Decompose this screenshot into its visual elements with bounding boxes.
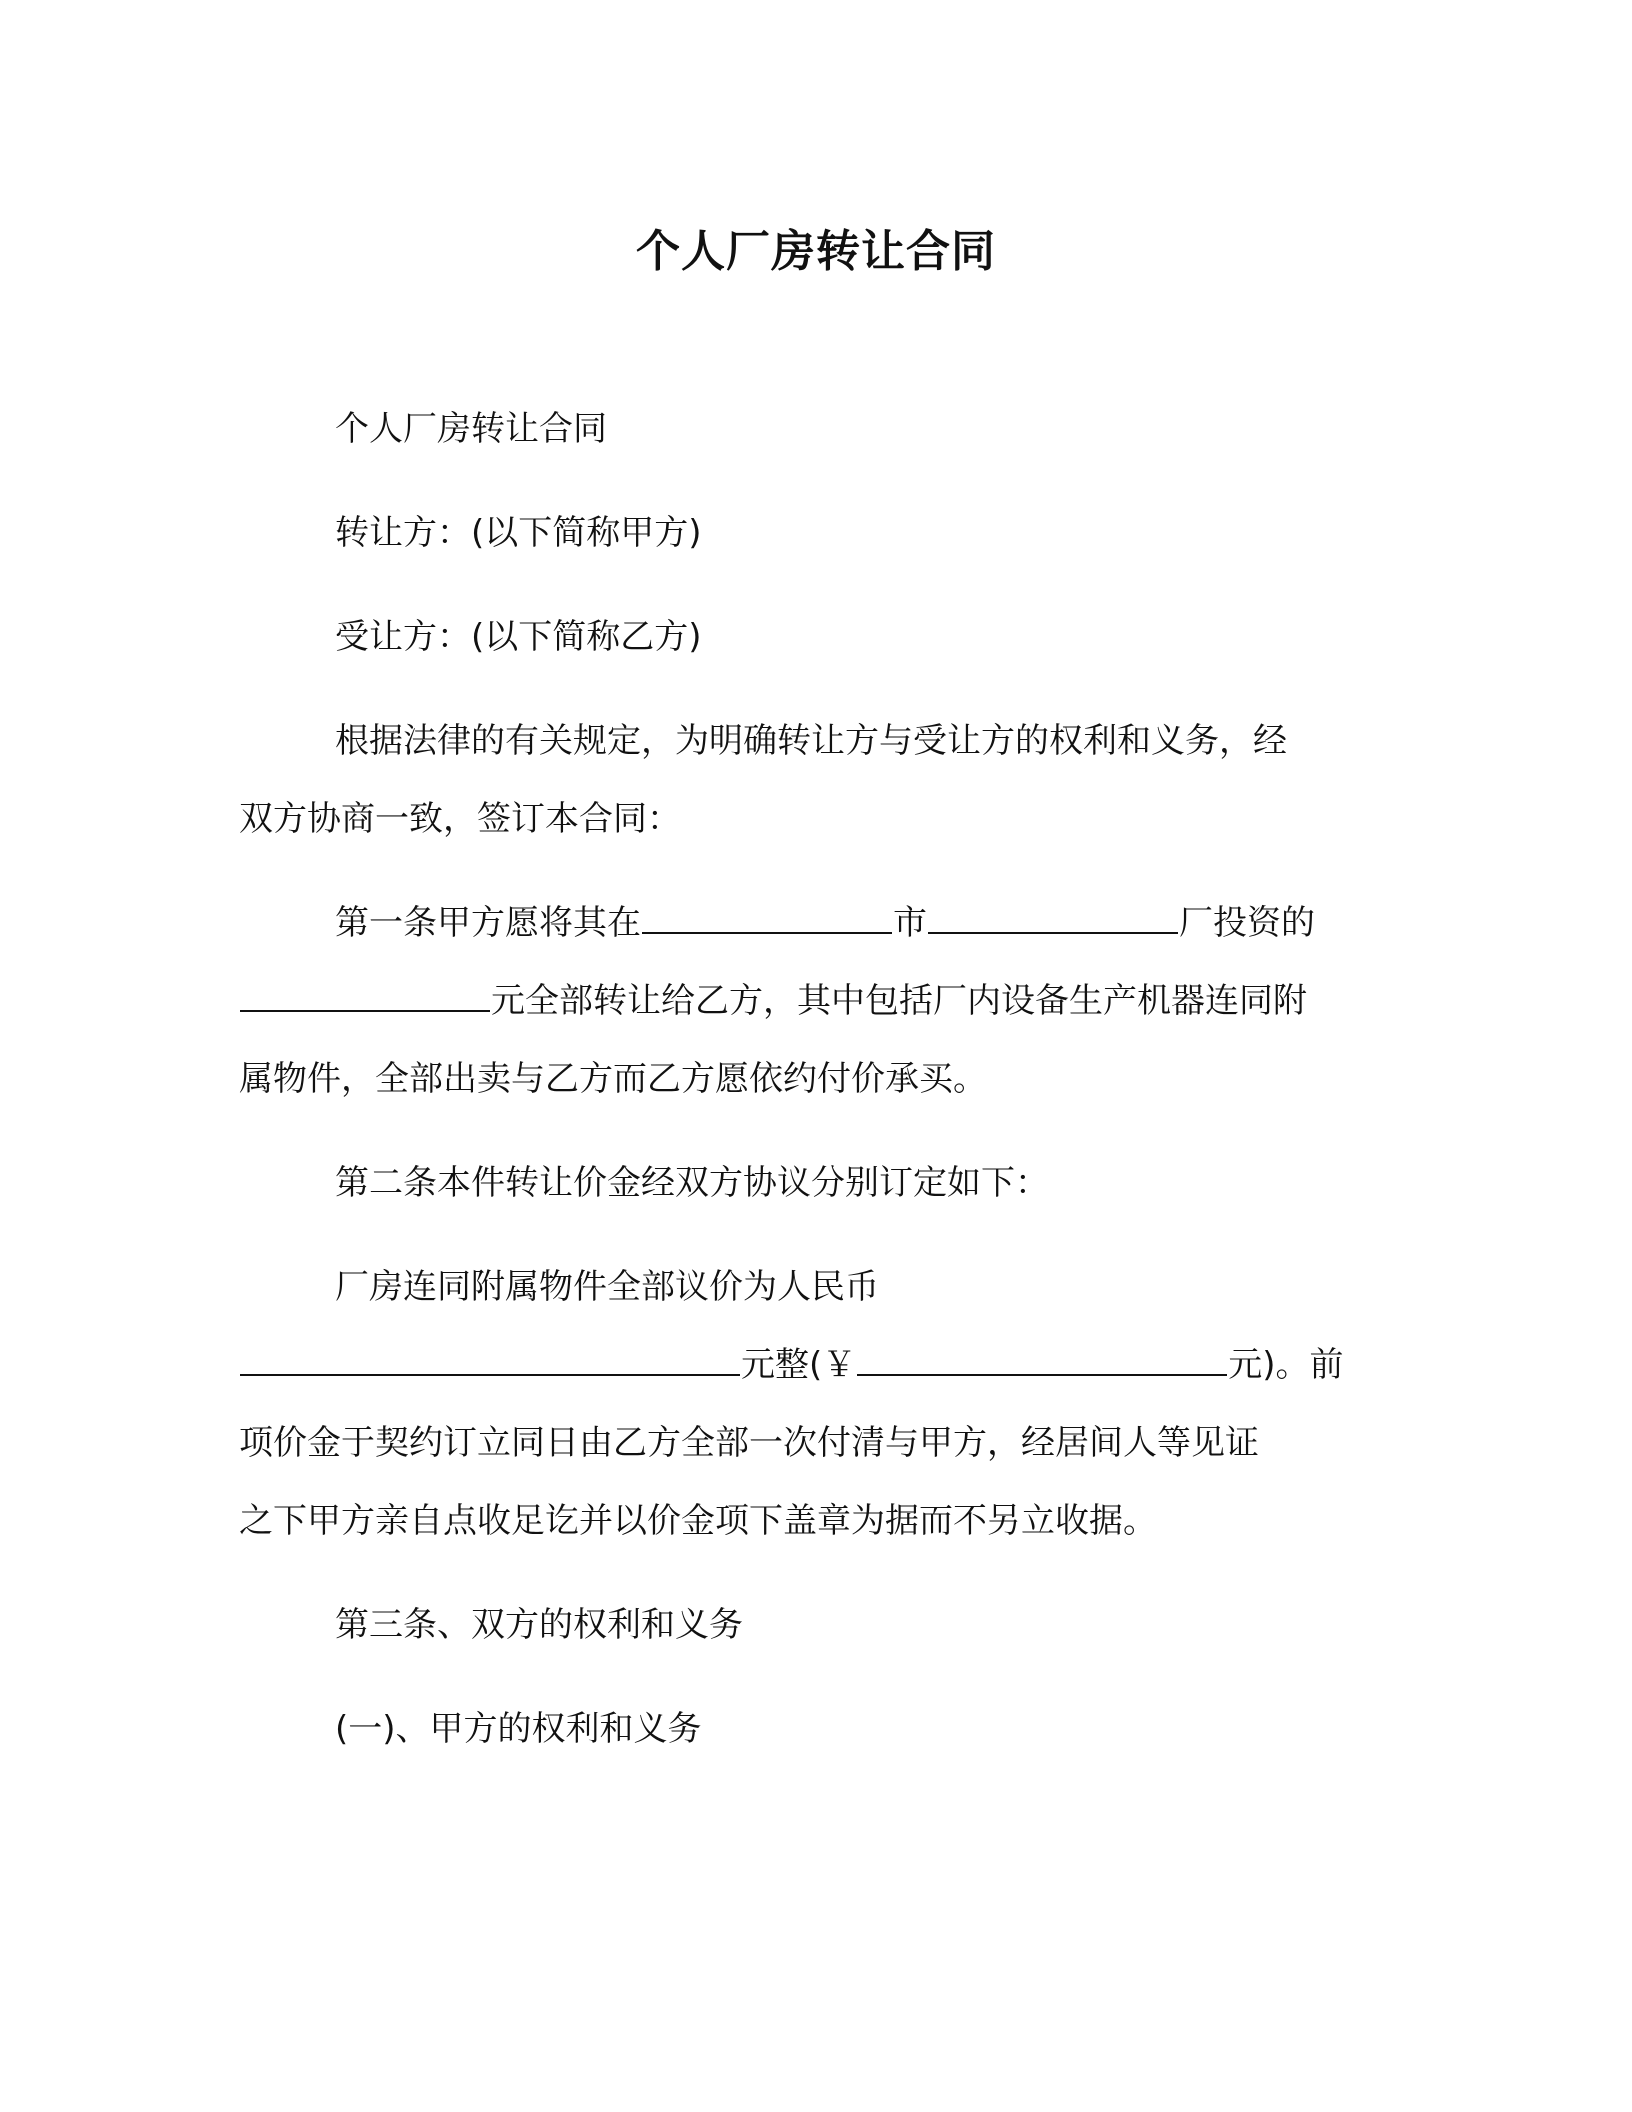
factory-blank <box>928 904 1178 934</box>
article-2-yuan-close: 元)。前 <box>1228 1345 1344 1385</box>
article-2-paragraph <box>239 1248 1389 1560</box>
transferor-line: 转让方：(以下简称甲方) <box>335 513 702 553</box>
article-2-yuan-text: 元整(￥ <box>741 1345 857 1385</box>
article-1-text-a: 第一条甲方愿将其在 <box>335 903 641 943</box>
article-1-text-b: 市 <box>893 903 927 943</box>
article-2-line-4: 之下甲方亲自点收足讫并以价金项下盖章为据而不另立收据。 <box>239 1501 1157 1541</box>
article-3-heading: 第三条、双方的权利和义务 <box>335 1605 743 1645</box>
article-1-text-c: 厂投资的 <box>1179 903 1315 943</box>
article-3-sub-1: (一)、甲方的权利和义务 <box>335 1709 702 1749</box>
transferee-line: 受让方：(以下简称乙方) <box>335 617 702 657</box>
preamble-line-2: 双方协商一致，签订本合同： <box>239 799 681 839</box>
rmb-amount-blank <box>240 1346 740 1376</box>
article-2-line-3: 项价金于契约订立同日由乙方全部一次付清与甲方，经居间人等见证 <box>239 1423 1259 1463</box>
amount-blank <box>240 982 490 1012</box>
document-body <box>239 390 1389 1768</box>
article-1-paragraph <box>239 884 1389 1118</box>
article-2-heading: 第二条本件转让价金经双方协议分别订定如下： <box>335 1163 1049 1203</box>
article-2-line-1: 厂房连同附属物件全部议价为人民币 <box>335 1267 879 1307</box>
document-title: 个人厂房转让合同 <box>636 226 996 277</box>
article-1-line-3: 属物件，全部出卖与乙方而乙方愿依约付价承买。 <box>239 1059 987 1099</box>
article-1-line-2 <box>239 962 1389 1040</box>
article-2-line-2 <box>239 1326 1389 1404</box>
subtitle: 个人厂房转让合同 <box>335 409 607 449</box>
preamble-paragraph <box>239 702 1389 858</box>
rmb-number-blank <box>857 1346 1227 1376</box>
article-1-text-d: 元全部转让给乙方，其中包括厂内设备生产机器连同附 <box>491 981 1307 1021</box>
preamble-line-1: 根据法律的有关规定，为明确转让方与受让方的权利和义务，经 <box>335 721 1287 761</box>
city-blank <box>642 904 892 934</box>
article-1-line-1 <box>239 884 1389 962</box>
